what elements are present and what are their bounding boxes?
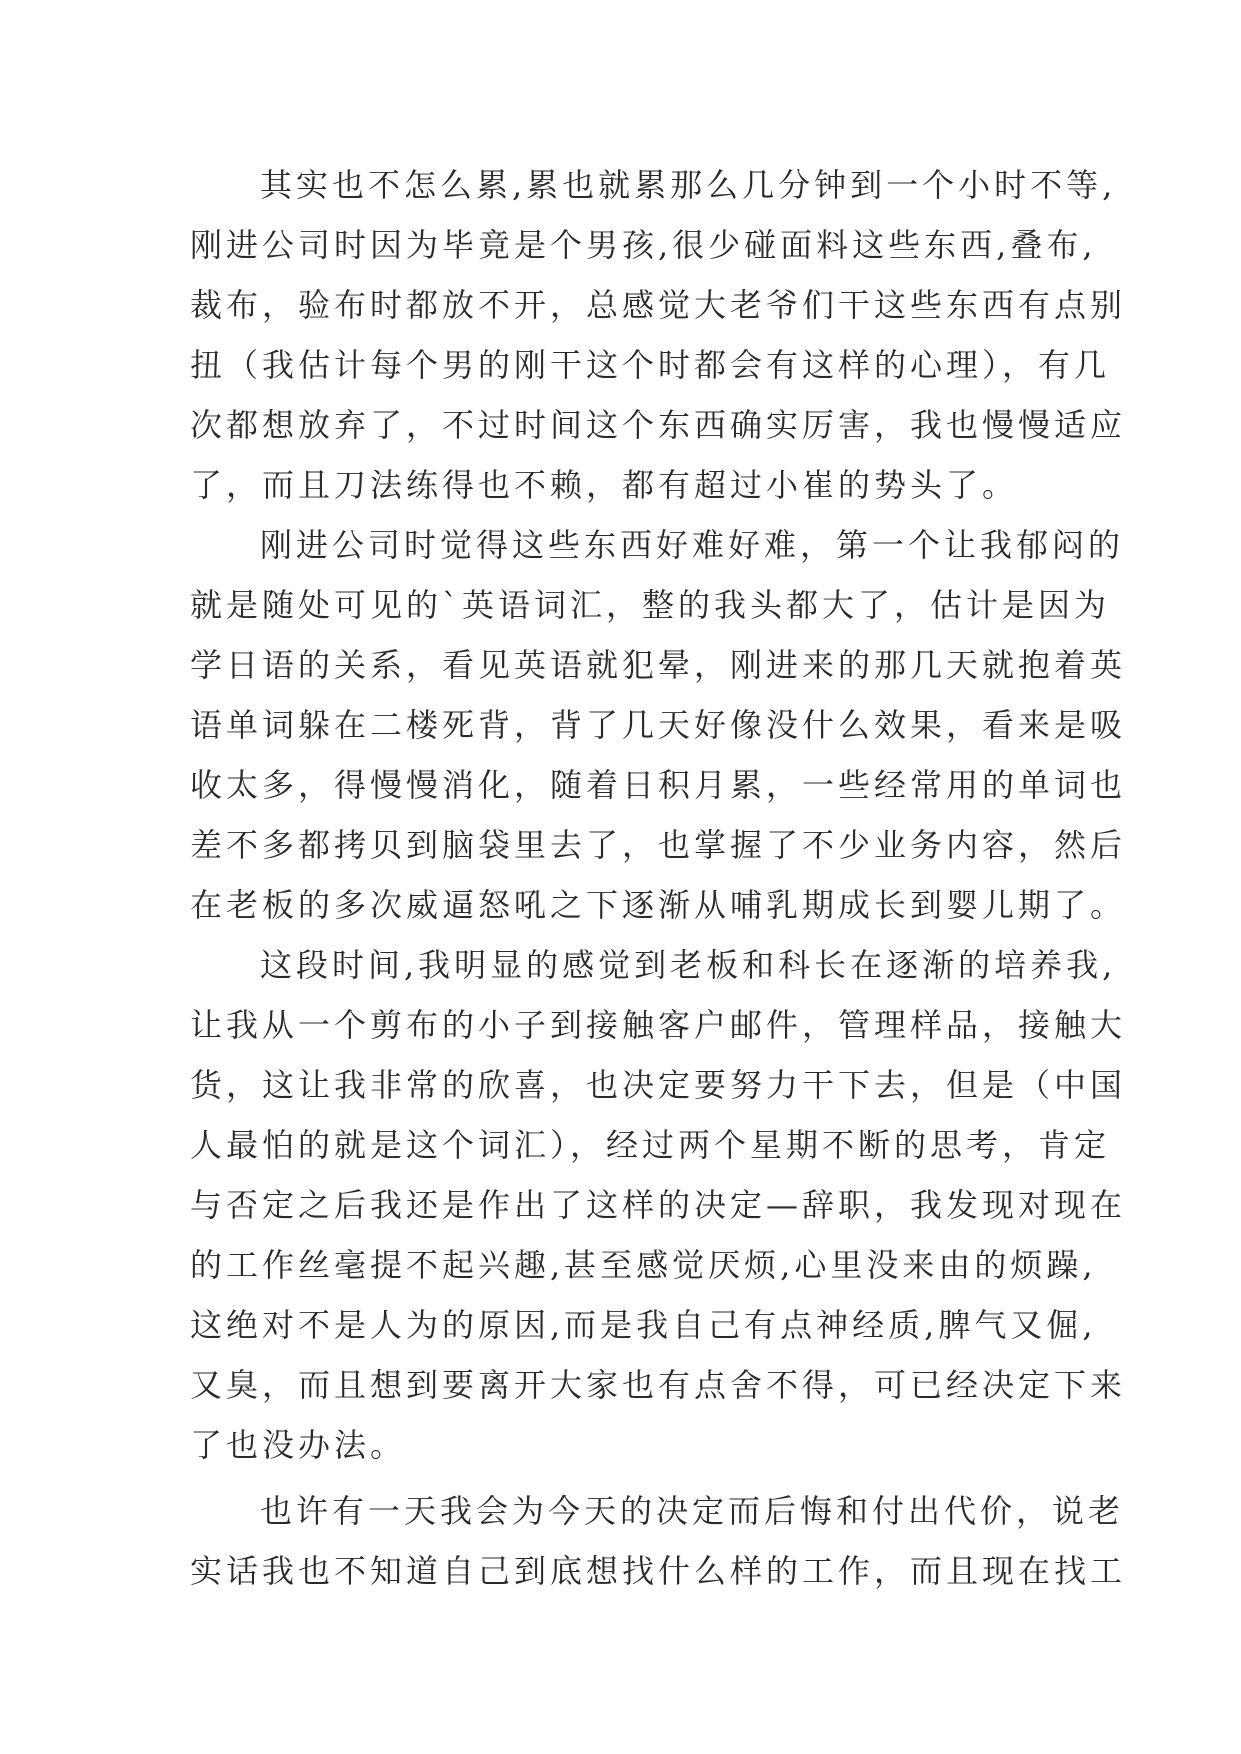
text-line: 了也没办法。	[190, 1426, 407, 1464]
text-line: 与否定之后我还是作出了这样的决定—辞职，我发现对现在	[190, 1186, 1127, 1224]
text-line: 其实也不怎么累,累也就累那么几分钟到一个小时不等,	[260, 166, 1117, 204]
text-line: 语单词躲在二楼死背，背了几天好像没什么效果，看来是吸	[190, 706, 1127, 744]
paragraph-2	[190, 515, 1127, 935]
text-line: 这段时间,我明显的感觉到老板和科长在逐渐的培养我,	[260, 946, 1117, 984]
text-line: 人最怕的就是这个词汇），经过两个星期不断的思考，肯定	[190, 1126, 1111, 1164]
text-line: 让我从一个剪布的小子到接触客户邮件，管理样品，接触大	[190, 1006, 1127, 1044]
text-line: 了，而且刀法练得也不赖，都有超过小崔的势头了。	[190, 466, 1019, 504]
text-line: 在老板的多次威逼怒吼之下逐渐从哺乳期成长到婴儿期了。	[190, 886, 1127, 924]
text-line: 又臭，而且想到要离开大家也有点舍不得，可已经决定下来	[190, 1366, 1127, 1404]
text-line: 实话我也不知道自己到底想找什么样的工作，而且现在找工	[190, 1552, 1127, 1590]
text-line: 次都想放弃了，不过时间这个东西确实厉害，我也慢慢适应	[190, 406, 1127, 444]
text-line: 差不多都拷贝到脑袋里去了，也掌握了不少业务内容，然后	[190, 826, 1127, 864]
text-line: 扭（我估计每个男的刚干这个时都会有这样的心理），有几	[190, 346, 1111, 384]
text-line: 学日语的关系，看见英语就犯晕，刚进来的那几天就抱着英	[190, 646, 1127, 684]
text-line: 裁布，验布时都放不开，总感觉大老爷们干这些东西有点别	[190, 286, 1127, 324]
text-line: 货，这让我非常的欣喜，也决定要努力干下去，但是（中国	[190, 1066, 1127, 1104]
text-line: 的工作丝毫提不起兴趣,甚至感觉厌烦,心里没来由的烦躁,	[190, 1246, 1097, 1284]
text-line: 就是随处可见的`英语词汇，整的我头都大了，估计是因为	[190, 586, 1111, 624]
text-line: 收太多，得慢慢消化，随着日积月累，一些经常用的单词也	[190, 766, 1127, 804]
text-line: 刚进公司时因为毕竟是个男孩,很少碰面料这些东西,叠布,	[190, 226, 1097, 264]
paragraph-4	[190, 1481, 1127, 1601]
document-body	[190, 155, 1127, 1601]
paragraph-1	[190, 155, 1127, 515]
text-line: 这绝对不是人为的原因,而是我自己有点神经质,脾气又倔,	[190, 1306, 1097, 1344]
text-line: 刚进公司时觉得这些东西好难好难，第一个让我郁闷的	[260, 526, 1125, 564]
text-line: 也许有一天我会为今天的决定而后悔和付出代价，说老	[260, 1492, 1125, 1530]
paragraph-3	[190, 935, 1127, 1475]
